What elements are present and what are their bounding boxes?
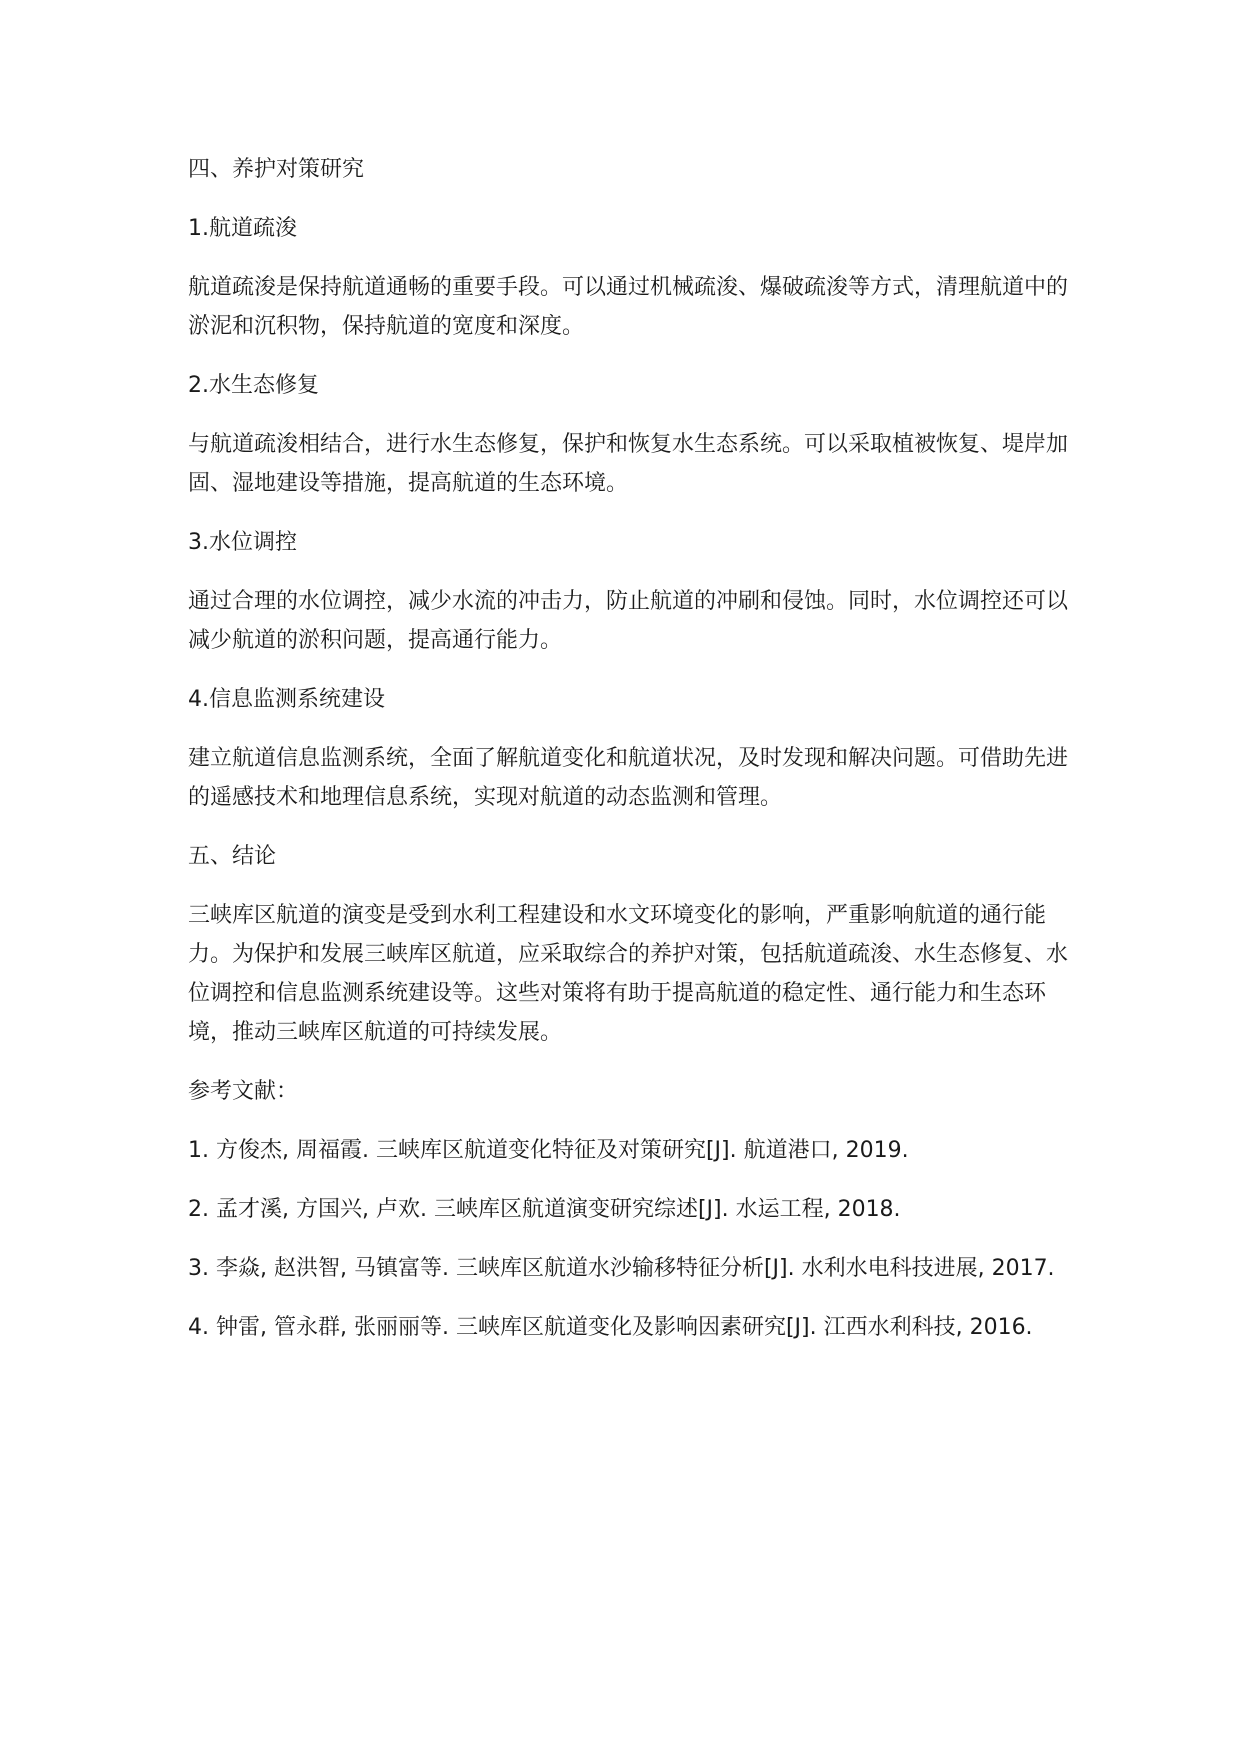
section-4-title: 四、养护对策研究	[188, 157, 365, 182]
paragraph-water-level: 通过合理的水位调控，减少水流的冲击力，防止航道的冲刷和侵蚀。同时，水位调控还可以减少航道的淤积问题，提高通行能力。	[188, 589, 1069, 653]
reference-item: 4. 钟雷, 管永群, 张丽丽等. 三峡库区航道变化及影响因素研究[J]. 江西水利科技, 2016.	[188, 1315, 1033, 1340]
subsection-heading-ecology: 2.水生态修复	[188, 373, 319, 398]
subsection-heading-dredging: 1.航道疏浚	[188, 216, 297, 241]
document-body	[188, 150, 1068, 1367]
paragraph-monitoring: 建立航道信息监测系统，全面了解航道变化和航道状况，及时发现和解决问题。可借助先进的遥感技术和地理信息系统，实现对航道的动态监测和管理。	[188, 746, 1069, 810]
reference-item: 1. 方俊杰, 周福霞. 三峡库区航道变化特征及对策研究[J]. 航道港口, 2019.	[188, 1138, 909, 1163]
reference-item: 2. 孟才溪, 方国兴, 卢欢. 三峡库区航道演变研究综述[J]. 水运工程, 2018.	[188, 1197, 901, 1222]
section-5-title: 五、结论	[188, 844, 277, 869]
subsection-heading-water-level: 3.水位调控	[188, 530, 297, 555]
reference-item: 3. 李焱, 赵洪智, 马镇富等. 三峡库区航道水沙输移特征分析[J]. 水利水电科技进展, 2017.	[188, 1256, 1055, 1281]
paragraph-conclusion: 三峡库区航道的演变是受到水利工程建设和水文环境变化的影响，严重影响航道的通行能力。为保护和发展三峡库区航道，应采取综合的养护对策，包括航道疏浚、水生态修复、水位调控和信息监测系统建设等。这些对策将有助于提高航道的稳定性、通行能力和生态环境，推动三峡库区航道的可持续发展。	[188, 903, 1069, 1045]
subsection-heading-monitoring: 4.信息监测系统建设	[188, 687, 385, 712]
references-title: 参考文献：	[188, 1079, 299, 1104]
paragraph-dredging: 航道疏浚是保持航道通畅的重要手段。可以通过机械疏浚、爆破疏浚等方式，清理航道中的淤泥和沉积物，保持航道的宽度和深度。	[188, 275, 1069, 339]
paragraph-ecology: 与航道疏浚相结合，进行水生态修复，保护和恢复水生态系统。可以采取植被恢复、堤岸加固、湿地建设等措施，提高航道的生态环境。	[188, 432, 1069, 496]
